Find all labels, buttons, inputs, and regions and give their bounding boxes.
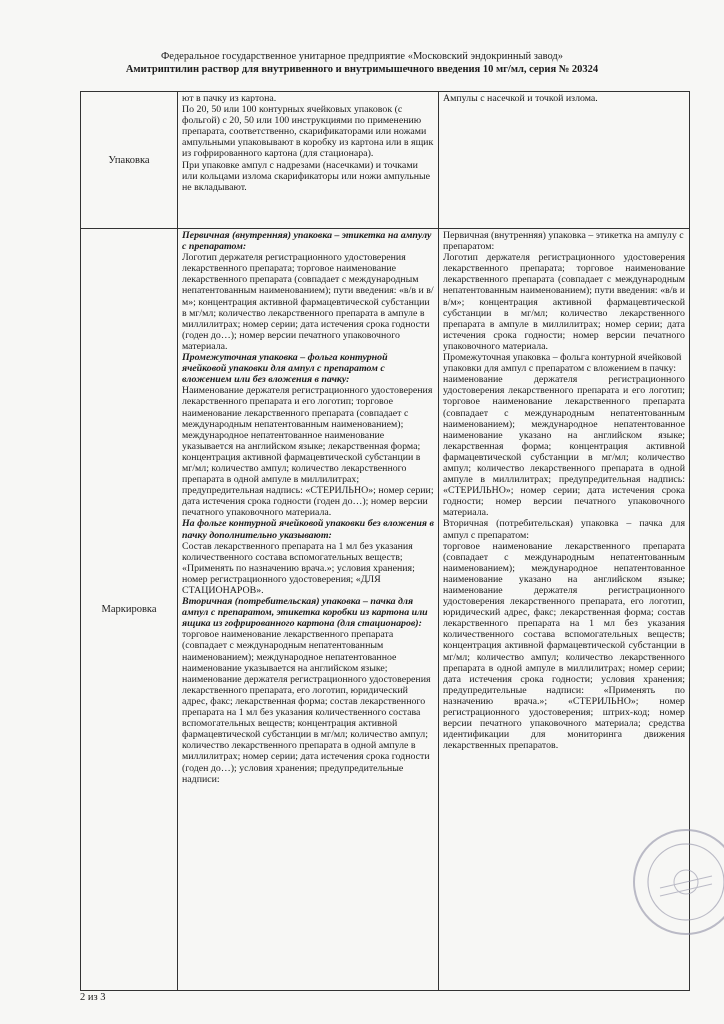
manufacturer-line: Федеральное государственное унитарное предприятие «Московский эндокринный завод»	[161, 51, 563, 62]
row-label-packaging: Упаковка	[81, 92, 178, 229]
page-number: 2 из 3	[80, 992, 106, 1003]
section-heading: Промежуточная упаковка – фольга контурной ячейковой упаковки для ампул с препаратом с вложением или без вложения в пачку:	[182, 352, 388, 386]
product-title: Амитриптилин раствор для внутривенного и внутримышечного введения 10 мг/мл, серия № 20324	[125, 64, 599, 75]
paragraph: Наименование держателя регистрационного удостоверения лекарственного препарата и его логотип; торговое наименование лекарственного препарата (совпадает с международным непатентованным наименованием); международное непатентованное наименование указывается на английском языке; лекарственная форма; концентрация активной фармацевтической субстанции в мг/мл; количество ампул; количество лекарственного препарата в одной ампуле в миллилитрах; предупредительная надпись: «СТЕРИЛЬНО»; номер серии; дата истечения срока годности (годен до…); номер версии печатного упаковочного материала.	[182, 385, 434, 519]
paragraph: наименование держателя регистрационного удостоверения лекарственного препарата и его логотип; торговое наименование лекарственного препарата (совпадает с международным непатентованным наименованием); международное непатентованное наименование указано на английском языке; лекарственная форма; концентрация активной фармацевтической субстанции в мг/мл; количество ампул; количество лекарственного препарата в одной ампуле в миллилитрах; предупредительная надпись: «СТЕРИЛЬНО»; номер серии; дата истечения срока годности; номер версии печатного упаковочного материала.	[443, 374, 685, 519]
packaging-requirements-cell	[178, 92, 439, 229]
section-heading: На фольге контурной ячейковой упаковки без вложения в пачку дополнительно указывают:	[182, 518, 434, 541]
section-heading: Первичная (внутренняя) упаковка – этикетка на ампулу с препаратом:	[182, 230, 432, 253]
document-header	[0, 50, 724, 76]
paragraph: По 20, 50 или 100 контурных ячейковых упаковок (с фольгой) с 20, 50 или 100 инструкциями по применению препарата, соответственно, скарификаторами или ножами ампульными упаковывают в коробку из картона или в ящик из гофрированного картона (для стационара).	[182, 104, 434, 160]
table-row-marking	[81, 229, 690, 991]
paragraph: Логотип держателя регистрационного удостоверения лекарственного препарата; торговое наименование лекарственного препарата (совпадает с международным непатентованным наименованием); пути введения: «в/в и в/м»; концентрация активной фармацевтической субстанции в мг/мл; количество лекарственного препарата в ампуле в миллилитрах; номер серии; дата истечения срока годности (годен до…); номер версии печатного упаковочного материала.	[182, 252, 434, 352]
paragraph: Состав лекарственного препарата на 1 мл без указания количественного состава вспомогательных веществ; «Применять по назначению врача.»; условия хранения; номер регистрационного удостоверения; «ДЛЯ СТАЦИОНАРОВ».	[182, 540, 415, 596]
paragraph: торговое наименование лекарственного препарата (совпадает с международным непатентованным наименованием); международное непатентованное наименование указано на английском языке; наименование держателя регистрационного удостоверения лекарственного препарата, его логотип, юридический адрес, факс; лекарственная форма; состав лекарственного препарата на 1 мл без указания количественного состава вспомогательных веществ; концентрация активной фармацевтической субстанции в мг/мл; количество ампул; количество лекарственного препарата в одной ампуле в миллилитрах; номер серии; дата истечения срока годности; условия хранения; предупредительные надписи: «Применять по назначению врача.»; «СТЕРИЛЬНО»; номер регистрационного удостоверения; штрих-код; номер версии печатного упаковочного материала; средства идентификации для мониторинга движения лекарственных препаратов.	[443, 540, 685, 752]
packaging-results-cell	[439, 92, 690, 229]
paragraph: Первичная (внутренняя) упаковка – этикетка на ампулу с препаратом:	[443, 230, 684, 253]
specification-table	[80, 91, 690, 991]
marking-requirements-cell	[178, 229, 439, 991]
marking-results-cell	[439, 229, 690, 991]
table-row-packaging	[81, 92, 690, 229]
paragraph: Ампулы с насечкой и точкой излома.	[443, 93, 598, 104]
paragraph: Вторичная (потребительская) упаковка – пачка для ампул с препаратом:	[443, 518, 685, 541]
paragraph: Логотип держателя регистрационного удостоверения лекарственного препарата; торговое наименование лекарственного препарата (совпадает с международным непатентованным наименованием); пути введения: «в/в и в/м»; концентрация активной фармацевтической субстанции в мг/мл; количество лекарственного препарата в ампуле в миллилитрах; номер серии; дата истечения срока годности; номер версии печатного упаковочного материала.	[443, 252, 685, 352]
paragraph: При упаковке ампул с надрезами (насечками) и точками или кольцами излома скарификаторы или ножи ампульные не вкладывают.	[182, 159, 430, 193]
paragraph: Промежуточная упаковка – фольга контурной ячейковой упаковки для ампул с препаратом с вложением в пачку:	[443, 352, 682, 375]
paragraph: ют в пачку из картона.	[182, 93, 277, 104]
section-heading: Вторичная (потребительская) упаковка – пачка для ампул с препаратом, этикетка коробки из картона или ящика из гофрированного картона (для стационаров):	[182, 596, 428, 630]
paragraph: торговое наименование лекарственного препарата (совпадает с международным непатентованным наименованием); международное непатентованное наименование указывается на английском языке; наименование держателя регистрационного удостоверения лекарственного препарата, его логотип, юридический адрес, факс; лекарственная форма; состав лекарственного препарата на 1 мл без указания количественного состава вспомогательных веществ; концентрация активной фармацевтической субстанции в мг/мл; количество ампул; количество лекарственного препарата в одной ампуле в миллилитрах; номер серии; дата истечения срока годности (годен до…); условия хранения; предупредительные надписи:	[182, 629, 431, 785]
row-label-marking: Маркировка	[81, 229, 178, 991]
